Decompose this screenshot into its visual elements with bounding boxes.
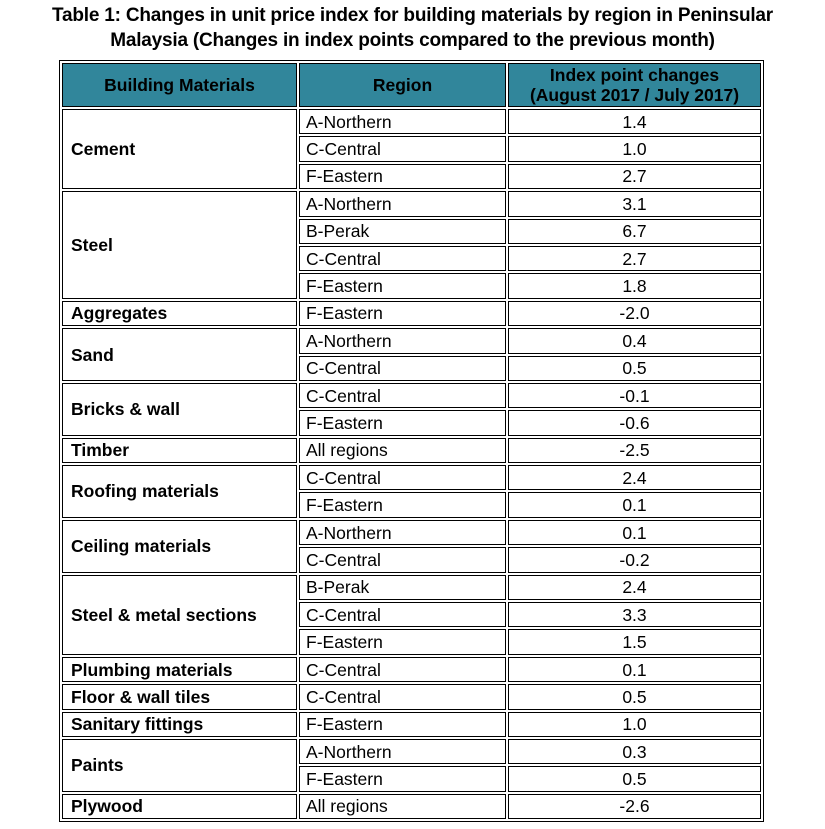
table-row: [62, 575, 761, 600]
region-cell: C-Central: [299, 547, 506, 572]
region-cell: A-Northern: [299, 739, 506, 764]
index-change-cell: 1.8: [508, 273, 761, 298]
table-row: [62, 520, 761, 545]
table-row: [62, 301, 761, 326]
table-row: [62, 712, 761, 737]
region-cell: F-Eastern: [299, 273, 506, 298]
index-change-cell: 6.7: [508, 219, 761, 244]
region-cell: C-Central: [299, 684, 506, 709]
region-cell: All regions: [299, 438, 506, 463]
material-cell: Plumbing materials: [62, 657, 297, 682]
material-cell: Sand: [62, 328, 297, 381]
index-change-cell: 3.1: [508, 191, 761, 216]
index-change-cell: 2.4: [508, 575, 761, 600]
index-change-cell: 1.0: [508, 136, 761, 161]
region-cell: A-Northern: [299, 109, 506, 134]
index-change-cell: 0.5: [508, 766, 761, 791]
region-cell: C-Central: [299, 602, 506, 627]
index-change-cell: 0.5: [508, 684, 761, 709]
table-title-line1: Table 1: Changes in unit price index for building materials by region in Peninsular: [51, 5, 773, 26]
region-cell: F-Eastern: [299, 629, 506, 654]
index-change-cell: 0.4: [508, 328, 761, 353]
table-body: [62, 109, 761, 819]
index-change-cell: 0.1: [508, 492, 761, 517]
region-cell: F-Eastern: [299, 766, 506, 791]
material-cell: Steel & metal sections: [62, 575, 297, 655]
region-cell: A-Northern: [299, 328, 506, 353]
header-region: Region: [299, 63, 506, 107]
header-change-line1: Index point changes: [549, 65, 720, 85]
index-change-cell: 0.5: [508, 356, 761, 381]
table-row: [62, 383, 761, 408]
material-cell: Sanitary fittings: [62, 712, 297, 737]
material-cell: Floor & wall tiles: [62, 684, 297, 709]
index-change-cell: -2.6: [508, 794, 761, 819]
index-change-cell: -2.5: [508, 438, 761, 463]
material-cell: Roofing materials: [62, 465, 297, 518]
table-row: [62, 465, 761, 490]
region-cell: C-Central: [299, 465, 506, 490]
index-change-cell: 0.1: [508, 657, 761, 682]
material-cell: Ceiling materials: [62, 520, 297, 573]
index-change-cell: -0.6: [508, 410, 761, 435]
region-cell: C-Central: [299, 356, 506, 381]
index-change-cell: 1.4: [508, 109, 761, 134]
index-change-cell: 1.0: [508, 712, 761, 737]
header-change-line2: (August 2017 / July 2017): [529, 85, 740, 105]
index-change-cell: 2.4: [508, 465, 761, 490]
index-change-cell: 1.5: [508, 629, 761, 654]
table-row: [62, 684, 761, 709]
table-row: [62, 657, 761, 682]
index-change-cell: 0.1: [508, 520, 761, 545]
header-row: [62, 63, 761, 107]
material-cell: Bricks & wall: [62, 383, 297, 436]
region-cell: C-Central: [299, 136, 506, 161]
region-cell: B-Perak: [299, 219, 506, 244]
region-cell: C-Central: [299, 383, 506, 408]
region-cell: F-Eastern: [299, 410, 506, 435]
index-change-cell: -0.1: [508, 383, 761, 408]
material-cell: Paints: [62, 739, 297, 792]
region-cell: B-Perak: [299, 575, 506, 600]
index-change-cell: 3.3: [508, 602, 761, 627]
material-cell: Aggregates: [62, 301, 297, 326]
region-cell: A-Northern: [299, 191, 506, 216]
table-row: [62, 328, 761, 353]
table-row: [62, 739, 761, 764]
region-cell: F-Eastern: [299, 492, 506, 517]
material-cell: Steel: [62, 191, 297, 299]
table-row: [62, 109, 761, 134]
material-cell: Timber: [62, 438, 297, 463]
region-cell: F-Eastern: [299, 712, 506, 737]
header-building-materials: Building Materials: [62, 63, 297, 107]
table-row: [62, 794, 761, 819]
header-index-point-changes: [508, 63, 761, 107]
region-cell: F-Eastern: [299, 301, 506, 326]
table-row: [62, 191, 761, 216]
index-change-cell: 2.7: [508, 164, 761, 189]
region-cell: C-Central: [299, 246, 506, 271]
region-cell: C-Central: [299, 657, 506, 682]
region-cell: F-Eastern: [299, 164, 506, 189]
price-index-table: [59, 60, 764, 822]
region-cell: All regions: [299, 794, 506, 819]
material-cell: Plywood: [62, 794, 297, 819]
index-change-cell: 0.3: [508, 739, 761, 764]
index-change-cell: -0.2: [508, 547, 761, 572]
table-title: [0, 3, 825, 53]
table-row: [62, 438, 761, 463]
index-change-cell: -2.0: [508, 301, 761, 326]
table-title-line2: Malaysia (Changes in index points compared to the previous month): [110, 30, 715, 51]
region-cell: A-Northern: [299, 520, 506, 545]
index-change-cell: 2.7: [508, 246, 761, 271]
material-cell: Cement: [62, 109, 297, 189]
